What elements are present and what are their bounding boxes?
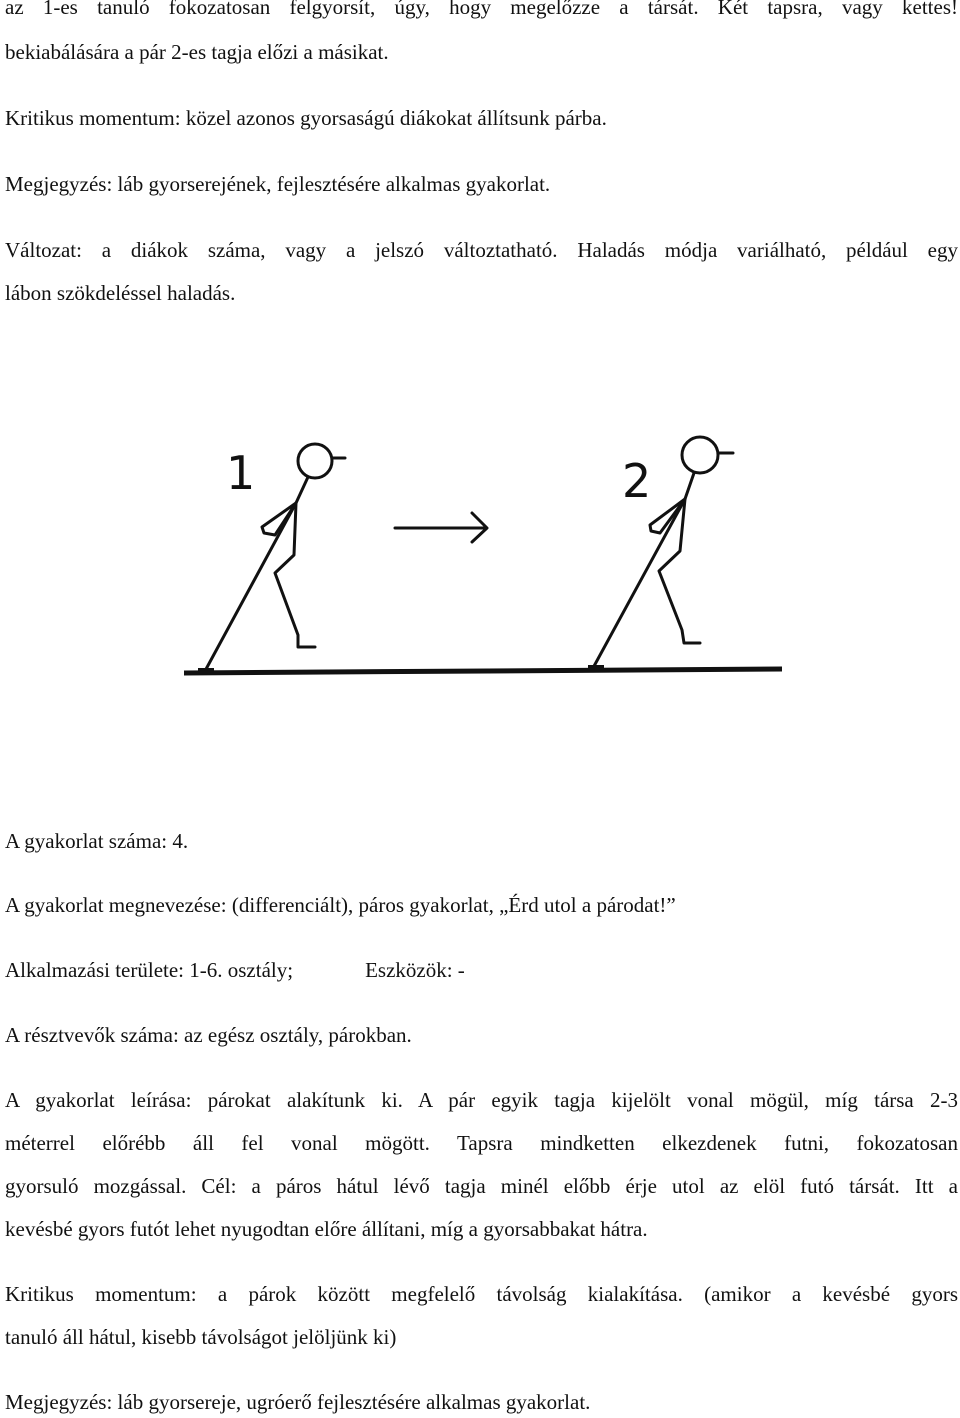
description-line-3: gyorsuló mozgással. Cél: a páros hátul lévő tagja minél előbb érje utol az elöl futó társát. Itt a	[5, 1174, 958, 1198]
critical-line-2: tanuló áll hátul, kisebb távolságot jelöljünk ki)	[5, 1325, 397, 1349]
exercise-tools: Eszközök: -	[365, 958, 465, 982]
intro-critical-line: Kritikus momentum: közel azonos gyorsaságú diákokat állítsunk párba.	[5, 106, 607, 130]
right-arrow-icon	[395, 513, 487, 542]
intro-line-2: bekiabálására a pár 2-es tagja előzi a másikat.	[5, 40, 389, 64]
intro-line-1: az 1-es tanuló fokozatosan felgyorsít, úgy, hogy megelőzze a társát. Két tapsra, vagy kettes!	[5, 0, 958, 19]
runner-2-label: 2	[622, 454, 652, 508]
exercise-number: A gyakorlat száma: 4.	[5, 829, 189, 853]
intro-variant-line-1: Változat: a diákok száma, vagy a jelszó változtatható. Haladás módja variálható, például egy	[5, 238, 958, 262]
exercise-scope-row	[5, 955, 958, 985]
ground-line	[184, 665, 782, 674]
description-line-1: A gyakorlat leírása: párokat alakítunk ki. A pár egyik tagja kijelölt vonal mögül, míg társa 2-3	[5, 1088, 958, 1112]
intro-variant-line-2: lábon szökdeléssel haladás.	[5, 281, 236, 305]
critical-line-1: Kritikus momentum: a párok között megfelelő távolság kialakítása. (amikor a kevésbé gyors	[5, 1282, 958, 1306]
description-line-4: kevésbé gyors futót lehet nyugodtan előre állítani, míg a gyorsabbakat hátra.	[5, 1217, 648, 1241]
intro-note-line: Megjegyzés: láb gyorserejének, fejlesztésére alkalmas gyakorlat.	[5, 172, 551, 196]
exercise-participants: A résztvevők száma: az egész osztály, párokban.	[5, 1023, 412, 1047]
runner-2-figure	[593, 437, 733, 668]
exercise-scope: Alkalmazási területe: 1-6. osztály;	[5, 958, 294, 982]
runner-1-label: 1	[226, 446, 256, 500]
runners-illustration	[180, 425, 790, 685]
exercise-note: Megjegyzés: láb gyorsereje, ugróerő fejlesztésére alkalmas gyakorlat.	[5, 1390, 591, 1414]
description-line-2: méterrel előrébb áll fel vonal mögött. Tapsra mindketten elkezdenek futni, fokozatosan	[5, 1131, 958, 1155]
exercise-name: A gyakorlat megnevezése: (differenciált), páros gyakorlat, „Érd utol a párodat!”	[5, 893, 676, 917]
